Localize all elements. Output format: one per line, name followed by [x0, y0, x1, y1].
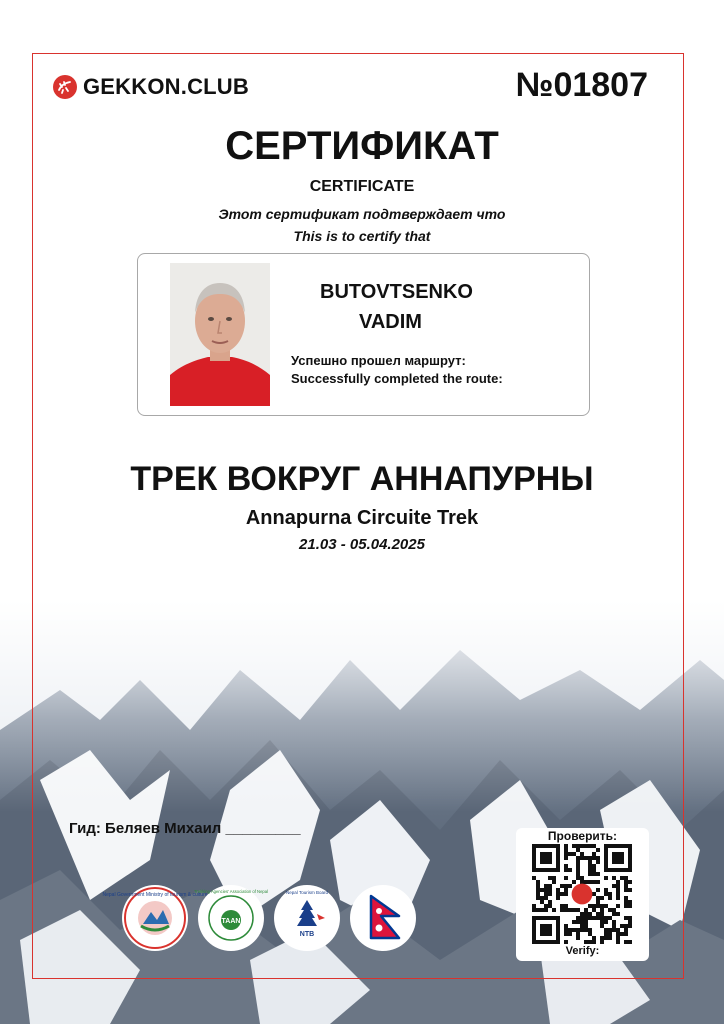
- verify-qr-box[interactable]: [516, 828, 649, 961]
- ministry-seal-text: Nepal Government Ministry of tourism & culture: [102, 892, 208, 898]
- taan-seal-text: Trekking Agencies' Association of Nepal: [194, 889, 268, 894]
- certify-text-ru: Этот сертификат подтверждает что: [218, 206, 506, 222]
- gecko-icon: [53, 75, 77, 99]
- recipient-photo: [170, 263, 270, 406]
- certificate-number: №01807: [515, 66, 648, 104]
- gekkon-logo: [53, 74, 249, 100]
- certify-text-en: This is to certify that: [293, 228, 431, 244]
- guide-signature-line: Гид: Беляев Михаил _________: [69, 820, 301, 837]
- taan-mark: TAAN: [221, 918, 241, 925]
- verify-label-en: Verify:: [565, 945, 600, 957]
- verify-label-ru: Проверить:: [547, 829, 618, 843]
- qr-center-logo-icon: [572, 884, 593, 905]
- nepal-flag-seal: [349, 884, 417, 952]
- title-en: CERTIFICATE: [309, 178, 415, 195]
- route-name-ru: ТРЕК ВОКРУГ АННАПУРНЫ: [130, 460, 594, 498]
- taan-seal: [194, 884, 268, 952]
- recipient-first-name: VADIM: [359, 311, 422, 333]
- nepal-ministry-seal: [102, 884, 208, 952]
- completed-route-en: Successfully completed the route:: [291, 371, 503, 386]
- logo-text: GEKKON.CLUB: [83, 74, 249, 99]
- partner-seals: [102, 884, 421, 952]
- route-name-en: Annapurna Circuite Trek: [245, 507, 479, 529]
- ntb-seal: [273, 884, 341, 952]
- ntb-mark: NTB: [299, 931, 315, 938]
- qr-code[interactable]: [532, 844, 632, 944]
- title-ru: СЕРТИФИКАТ: [225, 124, 499, 168]
- trek-dates: 21.03 - 05.04.2025: [299, 536, 425, 553]
- recipient-card: [137, 253, 590, 416]
- recipient-surname: BUTOVTSENKO: [320, 281, 473, 303]
- completed-route-ru: Успешно прошел маршрут:: [291, 353, 466, 368]
- ntb-seal-text: Nepal Tourism Board: [286, 890, 328, 895]
